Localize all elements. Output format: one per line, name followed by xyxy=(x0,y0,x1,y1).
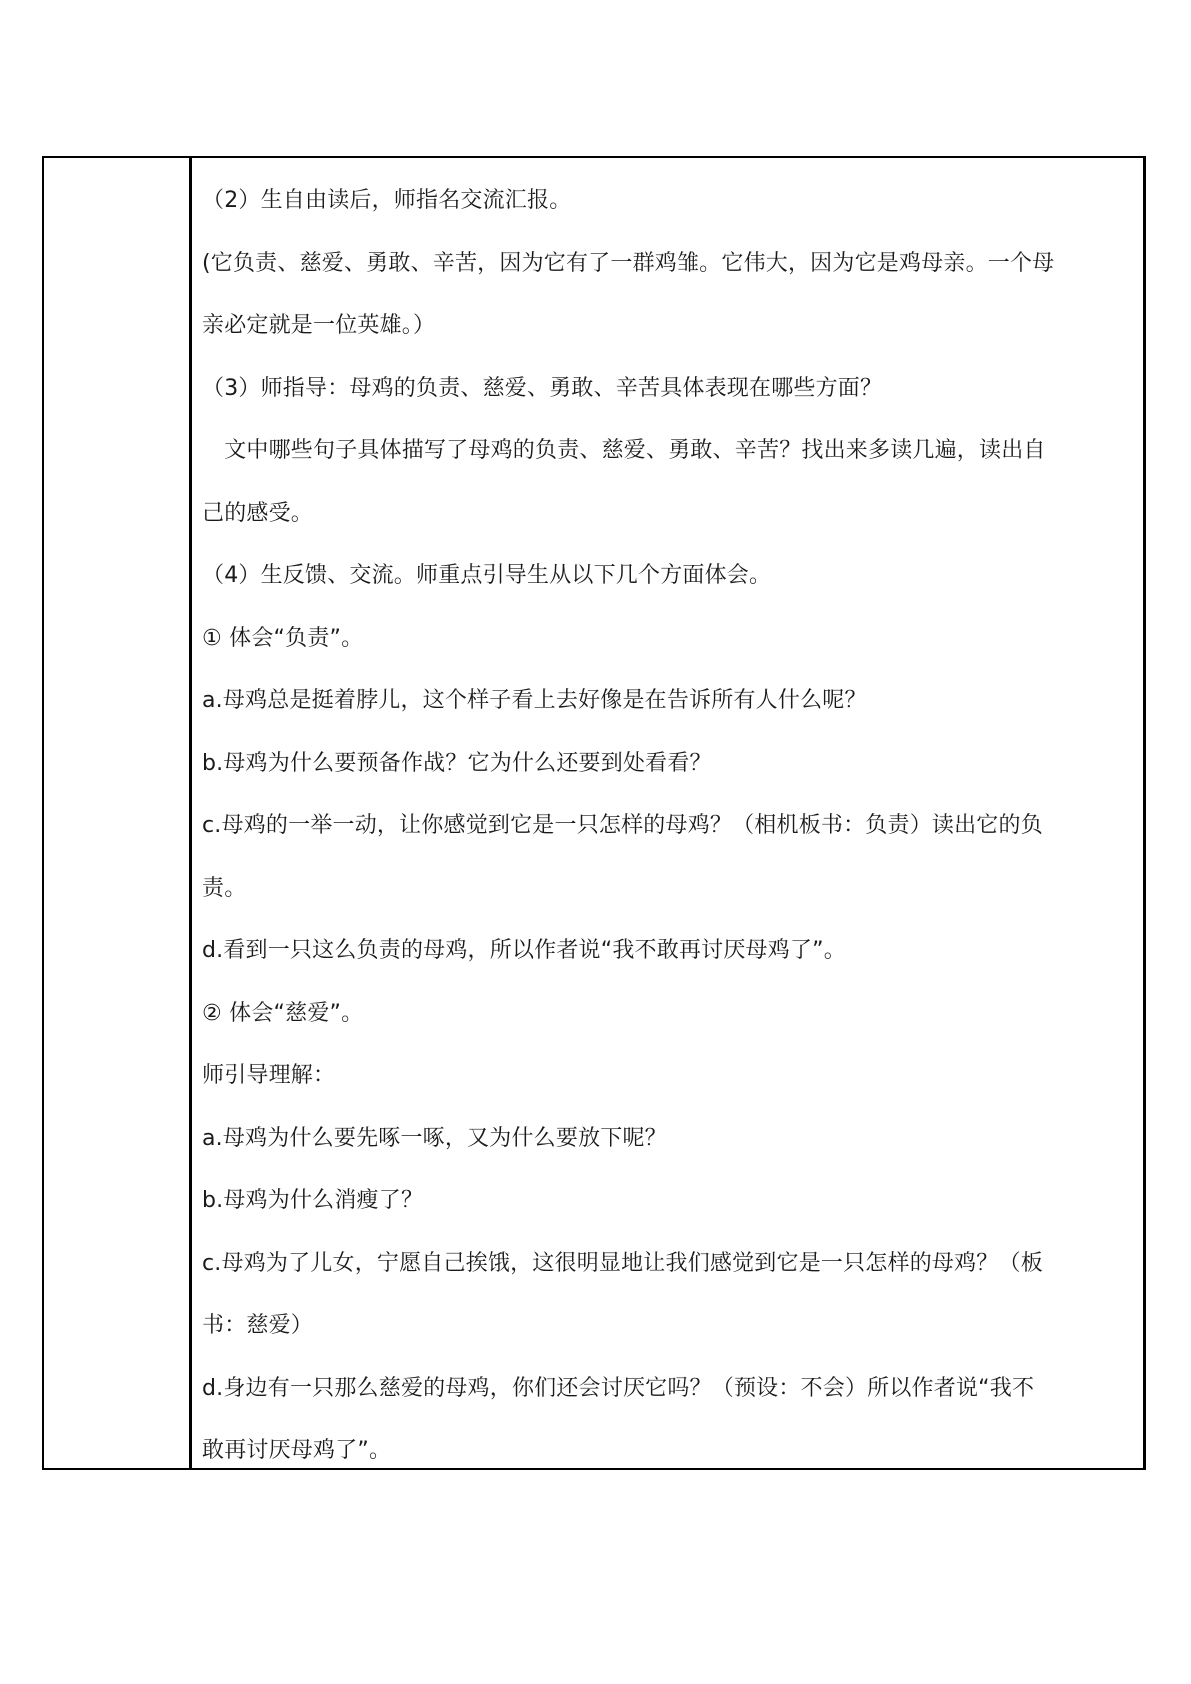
text-line: a.母鸡总是挺着脖儿，这个样子看上去好像是在告诉所有人什么呢？ xyxy=(202,688,867,713)
text-line: c.母鸡的一举一动，让你感觉到它是一只怎样的母鸡？（相机板书：负责）读出它的负 xyxy=(202,813,1043,838)
text-line: 敢再讨厌母鸡了”。 xyxy=(202,1438,392,1463)
text-line: 己的感受。 xyxy=(202,500,314,526)
text-line: a.母鸡为什么要先啄一啄，又为什么要放下呢？ xyxy=(202,1125,667,1151)
text-line: 责。 xyxy=(202,875,247,901)
text-line: (它负责、慈爱、勇敢、辛苦，因为它有了一群鸡雏。它伟大，因为它是鸡母亲。一个母 xyxy=(202,250,1055,276)
text-line: d.看到一只这么负责的母鸡，所以作者说“我不敢再讨厌母鸡了”。 xyxy=(202,938,846,963)
text-line: （4）生反馈、交流。师重点引导生从以下几个方面体会。 xyxy=(202,563,772,588)
text-line: （2）生自由读后，师指名交流汇报。 xyxy=(202,188,572,213)
text-line: ② 体会“慈爱”。 xyxy=(202,1000,364,1026)
text-line: 师引导理解： xyxy=(202,1063,336,1088)
text-line: b.母鸡为什么消瘦了？ xyxy=(202,1188,424,1213)
text-line: 亲必定就是一位英雄。） xyxy=(202,313,436,338)
text-line: b.母鸡为什么要预备作战？它为什么还要到处看看？ xyxy=(202,750,712,776)
text-line: c.母鸡为了儿女，宁愿自己挨饿，这很明显地让我们感觉到它是一只怎样的母鸡？（板 xyxy=(202,1250,1043,1276)
text-line: ① 体会“负责”。 xyxy=(202,625,364,651)
text-line: 书：慈爱） xyxy=(202,1313,314,1338)
table-left-cell xyxy=(44,158,192,1468)
lesson-plan-table xyxy=(42,156,1146,1470)
table-content-cell xyxy=(192,158,1143,1468)
text-line: d.身边有一只那么慈爱的母鸡，你们还会讨厌它吗？（预设：不会）所以作者说“我不 xyxy=(202,1375,1035,1401)
text-line: （3）师指导：母鸡的负责、慈爱、勇敢、辛苦具体表现在哪些方面？ xyxy=(202,375,883,401)
text-line: 文中哪些句子具体描写了母鸡的负责、慈爱、勇敢、辛苦？找出来多读几遍，读出自 xyxy=(202,438,1046,463)
